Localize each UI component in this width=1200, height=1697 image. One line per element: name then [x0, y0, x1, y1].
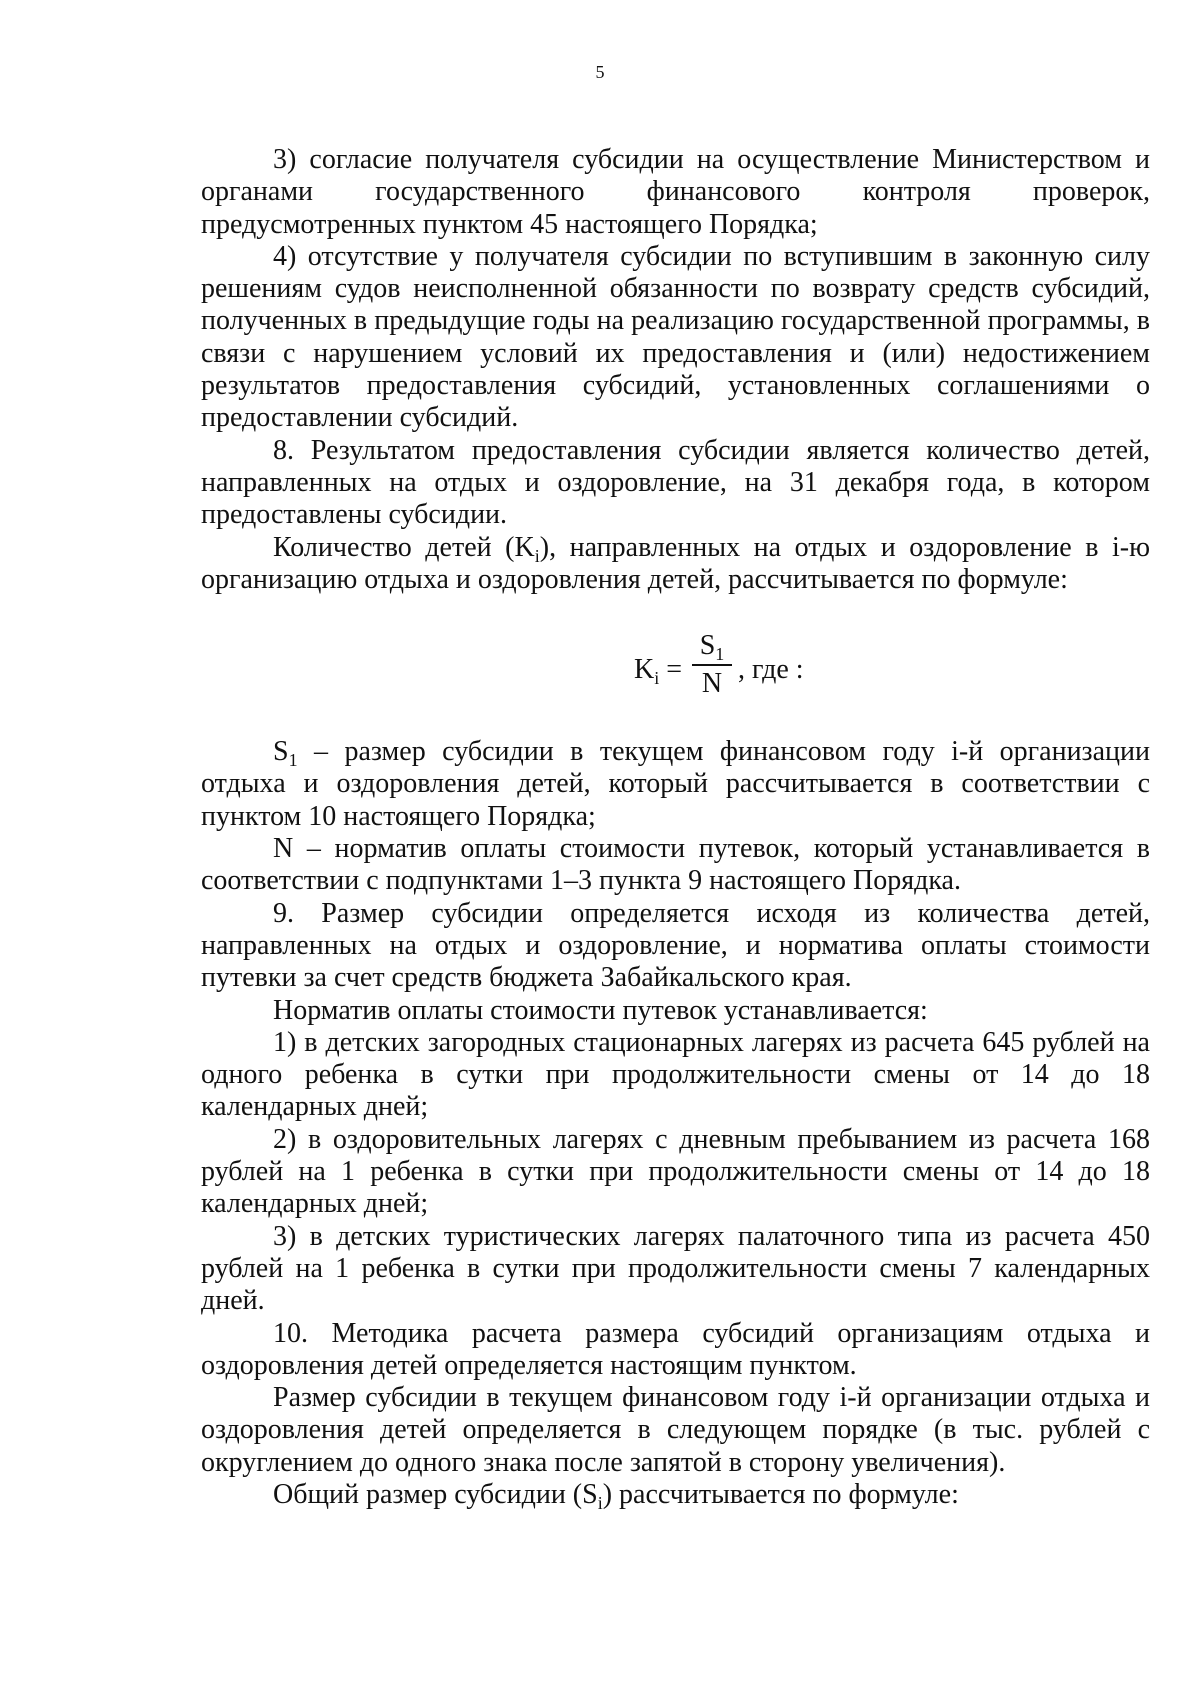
formula-lhs-symbol: K	[634, 654, 655, 686]
formula-tail: , где :	[738, 654, 804, 686]
paragraph-no-debt: 4) отсутствие у получателя субсидии по вступившим в законную силу решениям судов неисполненной обязанности по возврату средств субсидий, полученных в предыдущие годы на реализацию государственной программы, в связи с нарушением условий их предоставления и (или) недостижением результатов предоставления субсидий, установленных соглашениями о предоставлении субсидий.	[201, 240, 1150, 434]
text-segment: S	[273, 736, 289, 768]
fraction-bar	[692, 664, 732, 666]
formula-numerator-symbol: S	[699, 630, 716, 662]
formula-equals: =	[659, 654, 683, 686]
document-body	[201, 144, 1150, 1511]
page-number: 5	[595, 62, 605, 82]
paragraph-norm-intro: Норматив оплаты стоимости путевок устанавливается:	[273, 994, 928, 1026]
subscript: i	[597, 1492, 603, 1513]
paragraph-item-10: 10. Методика расчета размера субсидий организациям отдыха и оздоровления детей определяется настоящим пунктом.	[201, 1317, 1150, 1381]
formula-numerator-subscript: 1	[715, 644, 725, 665]
formula-numerator	[692, 630, 732, 665]
subscript: 1	[288, 750, 298, 771]
paragraph-item-8: 8. Результатом предоставления субсидии является количество детей, направленных на отдых и оздоровление, на 31 декабря года, в котором предоставлены субсидии.	[201, 434, 1150, 531]
paragraph-consent: 3) согласие получателя субсидии на осуществление Министерством и органами государственного финансового контроля проверок, предусмотренных пунктом 45 настоящего Порядка;	[201, 144, 1150, 240]
text-segment: Количество детей (K	[273, 531, 535, 563]
formula-denominator: N	[701, 668, 723, 700]
formula-fraction	[692, 630, 732, 700]
text-segment: ), направленных на отдых и оздоровление в i-ю организацию отдыха и оздоровления детей, рассчитывается по формуле:	[201, 531, 1150, 595]
formula-block	[201, 596, 1150, 736]
paragraph-total-subsidy	[201, 1479, 1150, 1511]
text-segment: – размер субсидии в текущем финансовом году i-й организации отдыха и оздоровления детей, который рассчитывается в соответствии с пунктом 10 настоящего Порядка;	[201, 736, 1150, 832]
paragraph-children-count	[201, 532, 1150, 597]
paragraph-norm-1: 1) в детских загородных стационарных лагерях из расчета 645 рублей на одного ребенка в сутки при продолжительности смены от 14 до 18 календарных дней;	[201, 1026, 1150, 1123]
text-segment: Общий размер субсидии (S	[273, 1478, 598, 1510]
text-segment: ) рассчитывается по формуле:	[602, 1478, 959, 1510]
subscript: i	[534, 545, 540, 566]
paragraph-norm-3: 3) в детских туристических лагерях палаточного типа из расчета 450 рублей на 1 ребенка в сутки при продолжительности смены 7 календарных дней.	[201, 1220, 1150, 1317]
paragraph-subsidy-size: Размер субсидии в текущем финансовом году i-й организации отдыха и оздоровления детей определяется в следующем порядке (в тыс. рублей с округлением до одного знака после запятой в сторону увеличения).	[201, 1382, 1150, 1478]
paragraph-n-definition: N – норматив оплаты стоимости путевок, который устанавливается в соответствии с подпунктами 1–3 пункта 9 настоящего Порядка.	[201, 833, 1150, 897]
paragraph-item-9: 9. Размер субсидии определяется исходя из количества детей, направленных на отдых и оздоровление, и норматива оплаты стоимости путевки за счет средств бюджета Забайкальского края.	[201, 897, 1150, 994]
paragraph-norm-2: 2) в оздоровительных лагерях с дневным пребыванием из расчета 168 рублей на 1 ребенка в сутки при продолжительности смены от 14 до 18 календарных дней;	[201, 1123, 1150, 1220]
paragraph-s1-definition	[201, 736, 1150, 833]
formula-lhs-subscript: i	[654, 668, 660, 689]
formula-lhs	[634, 654, 683, 689]
